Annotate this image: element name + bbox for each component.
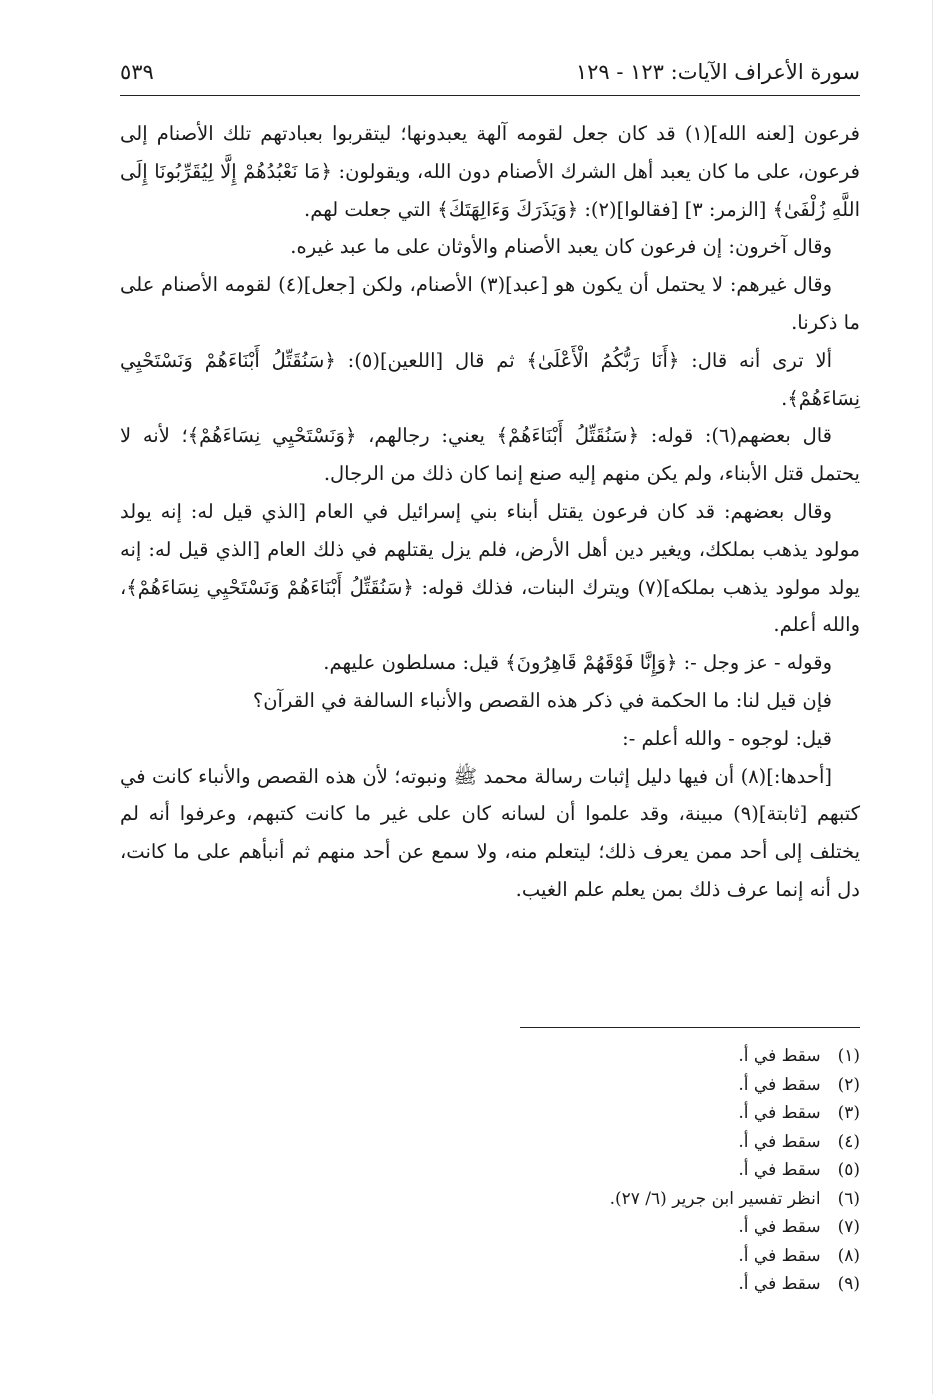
footnote-text: سقط في أ.	[738, 1217, 821, 1237]
footnote-text: سقط في أ.	[738, 1245, 821, 1266]
footnote	[120, 1213, 860, 1242]
footnote-number: (١)	[837, 1046, 860, 1066]
scan-edge-line	[932, 0, 933, 1394]
footnote-number: (٢)	[837, 1074, 860, 1095]
paragraph: وقوله - عز وجل -: ﴿وَإِنَّا فَوْقَهُمْ قَاهِرُونَ﴾ قيل: مسلطون عليهم.	[323, 651, 832, 675]
page-number: ٥٣٩	[120, 60, 154, 84]
paragraph: قيل: لوجوه - والله أعلم -:	[622, 726, 832, 750]
footnote-number: (٥)	[837, 1160, 860, 1180]
footnote-text: سقط في أ.	[738, 1046, 821, 1066]
footnote-number: (٦)	[837, 1188, 860, 1209]
footnote	[120, 1042, 860, 1071]
footnote-text: سقط في أ.	[738, 1074, 821, 1095]
footnote-text: سقط في أ.	[738, 1131, 821, 1152]
paragraph: فرعون [لعنه الله](١) قد كان جعل لقومه آلهة يعبدونها؛ ليتقربوا بعبادتهم تلك الأصنام إلى فرعون، على ما كان يعبد أهل الشرك الأصنام دون الله، ويقولون: ﴿مَا نَعْبُدُهُمْ إِلَّا لِيُقَرِّبُونَا إِلَى اللَّهِ زُلْفَىٰ﴾ [الزمر: ٣] [فقالوا](٢): ﴿وَيَذَرَكَ وَءَالِهَتَكَ﴾ التي جعلت لهم.	[120, 122, 860, 221]
footnote-number: (٣)	[837, 1103, 860, 1123]
running-head: سورة الأعراف الآيات: ١٢٣ - ١٢٩	[575, 60, 860, 84]
paragraph: فإن قيل لنا: ما الحكمة في ذكر هذه القصص والأنباء السالفة في القرآن؟	[252, 688, 832, 712]
footnote-text: انظر تفسير ابن جرير (٦/ ٢٧).	[609, 1188, 821, 1209]
footnote	[120, 1099, 860, 1128]
footnote-number: (٨)	[837, 1245, 860, 1266]
footnotes	[120, 1042, 860, 1299]
page-header	[120, 52, 860, 92]
footnote-number: (٩)	[837, 1274, 860, 1294]
footnote-number: (٤)	[837, 1131, 860, 1152]
paragraph: وقال آخرون: إن فرعون كان يعبد الأصنام والأوثان على ما عبد غيره.	[290, 235, 832, 259]
paragraph: [أحدها:](٨) أن فيها دليل إثبات رسالة محمد ﷺ ونبوته؛ لأن هذه القصص والأنباء كانت في كتبهم [ثابتة](٩) مبينة، وقد علموا أن لسانه كان على غير ما كانت كتبهم، وعرفوا أنه لم يختلف إلى أحد ممن يعرف ذلك؛ ليتعلم منه، ولا سمع عن أحد منهم ثم أنبأهم على ما كانت، دل أنه إنما عرف ذلك بمن يعلم علم الغيب.	[120, 764, 860, 901]
footnote	[120, 1242, 860, 1271]
paragraph: وقال غيرهم: لا يحتمل أن يكون هو [عبد](٣) الأصنام، ولكن [جعل](٤) لقومه الأصنام على ما ذكرنا.	[120, 273, 860, 334]
footnote-rule	[520, 1027, 860, 1028]
footnote-text: سقط في أ.	[738, 1274, 821, 1294]
footnote-text: سقط في أ.	[738, 1103, 821, 1123]
footnote	[120, 1156, 860, 1185]
footnote	[120, 1270, 860, 1299]
paragraph: قال بعضهم(٦): قوله: ﴿سَنُقَتِّلُ أَبْنَاءَهُمْ﴾ يعني: رجالهم، ﴿وَنَسْتَحْيِي نِسَاءَهُمْ﴾؛ لأنه لا يحتمل قتل الأبناء، ولم يكن منهم إليه صنع إنما كان ذلك من الرجال.	[120, 424, 860, 486]
header-rule	[120, 95, 860, 96]
footnote-number: (٧)	[837, 1217, 860, 1237]
footnote	[120, 1185, 860, 1214]
footnote	[120, 1071, 860, 1100]
paragraph: ألا ترى أنه قال: ﴿أَنَا رَبُّكُمُ الْأَعْلَىٰ﴾ ثم قال [اللعين](٥): ﴿سَنُقَتِّلُ أَبْنَاءَهُمْ وَنَسْتَحْيِي نِسَاءَهُمْ﴾.	[120, 348, 860, 410]
main-text	[120, 115, 860, 909]
footnote-text: سقط في أ.	[738, 1160, 821, 1180]
footnote	[120, 1128, 860, 1157]
paragraph: وقال بعضهم: قد كان فرعون يقتل أبناء بني إسرائيل في العام [الذي قيل له: إنه يولد مولود يذهب بملكك، ويغير دين أهل الأرض، فلم يزل يقتلهم في ذلك العام [الذي قيل له: إنه يولد مولود يذهب بملكه](٧) ويترك البنات، فذلك قوله: ﴿سَنُقَتِّلُ أَبْنَاءَهُمْ وَنَسْتَحْيِي نِسَاءَهُمْ﴾، والله أعلم.	[120, 499, 860, 637]
